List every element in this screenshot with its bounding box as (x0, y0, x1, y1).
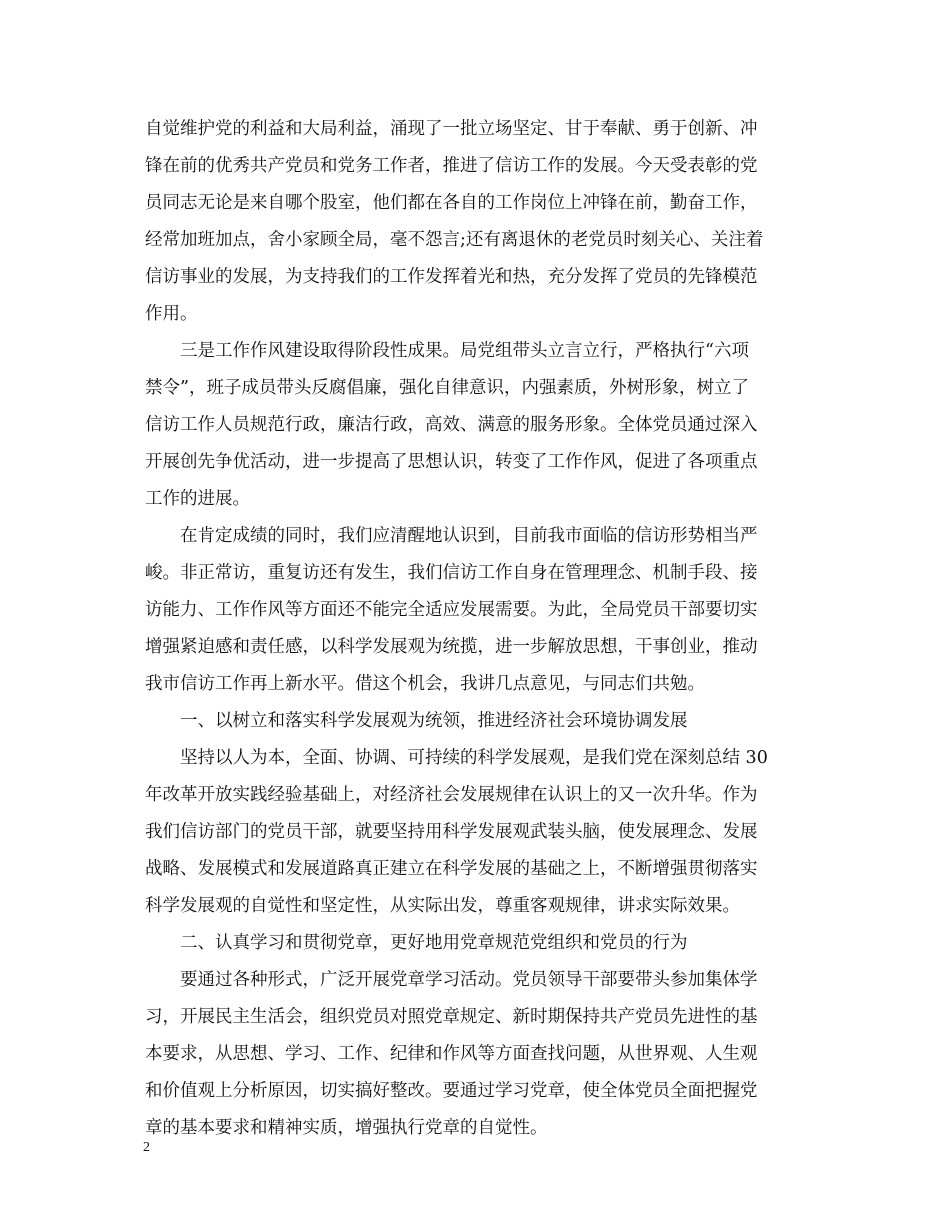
text-line: 访能力、工作作风等方面还不能完全适应发展需要。为此，全局党员干部要切实 (145, 600, 758, 620)
text-line: 三是工作作风建设取得阶段性成果。局党组带头立言立行，严格执行“六项 (145, 341, 749, 361)
page-number: 2 (143, 1140, 150, 1155)
text-line: 坚持以人为本，全面、协调、可持续的科学发展观，是我们党在深刻总结 30 (145, 748, 768, 768)
text-line: 禁令”，班子成员带头反腐倡廉，强化自律意识，内强素质，外树形象，树立了 (145, 378, 749, 398)
text-line: 信访事业的发展，为支持我们的工作发挥着光和热，充分发挥了党员的先锋模范 (145, 267, 758, 287)
text-line: 我市信访工作再上新水平。借这个机会，我讲几点意见，与同志们共勉。 (145, 674, 705, 694)
text-line: 开展创先争优活动，进一步提高了思想认识，转变了工作作风，促进了各项重点 (145, 452, 758, 472)
text-line: 增强紧迫感和责任感，以科学发展观为统揽，进一步解放思想，干事创业，推动 (145, 637, 758, 657)
text-line: 工作的进展。 (145, 489, 250, 509)
text-line: 锋在前的优秀共产党员和党务工作者，推进了信访工作的发展。今天受表彰的党 (145, 156, 758, 176)
text-line: 本要求，从思想、学习、工作、纪律和作风等方面查找问题，从世界观、人生观 (145, 1044, 758, 1064)
text-line: 章的基本要求和精神实质，增强执行党章的自觉性。 (145, 1118, 548, 1138)
text-line: 要通过各种形式，广泛开展党章学习活动。党员领导干部要带头参加集体学 (145, 970, 758, 990)
text-line: 年改革开放实践经验基础上，对经济社会发展规律在认识上的又一次升华。作为 (145, 785, 758, 805)
text-line: 信访工作人员规范行政，廉洁行政，高效、满意的服务形象。全体党员通过深入 (145, 415, 758, 435)
text-line: 习，开展民主生活会，组织党员对照党章规定、新时期保持共产党员先进性的基 (145, 1007, 758, 1027)
text-line: 和价值观上分析原因，切实搞好整改。要通过学习党章，使全体党员全面把握党 (145, 1081, 758, 1101)
section-heading: 一、以树立和落实科学发展观为统领，推进经济社会环境协调发展 (145, 711, 688, 731)
text-line: 经常加班加点，舍小家顾全局，毫不怨言;还有离退休的老党员时刻关心、关注着 (145, 230, 764, 250)
text-line: 战略、发展模式和发展道路真正建立在科学发展的基础之上，不断增强贯彻落实 (145, 859, 758, 879)
text-line: 自觉维护党的利益和大局利益，涌现了一批立场坚定、甘于奉献、勇于创新、冲 (145, 119, 758, 139)
section-heading: 二、认真学习和贯彻党章，更好地用党章规范党组织和党员的行为 (145, 933, 688, 953)
text-line: 我们信访部门的党员干部，就要坚持用科学发展观武装头脑，使发展理念、发展 (145, 822, 758, 842)
text-line: 峻。非正常访，重复访还有发生，我们信访工作自身在管理理念、机制手段、接 (145, 563, 758, 583)
text-line: 作用。 (145, 304, 198, 324)
text-line: 员同志无论是来自哪个股室，他们都在各自的工作岗位上冲锋在前，勤奋工作， (145, 193, 758, 213)
text-line: 在肯定成绩的同时，我们应清醒地认识到，目前我市面临的信访形势相当严 (145, 526, 758, 546)
text-line: 科学发展观的自觉性和坚定性，从实际出发，尊重客观规律，讲求实际效果。 (145, 896, 740, 916)
